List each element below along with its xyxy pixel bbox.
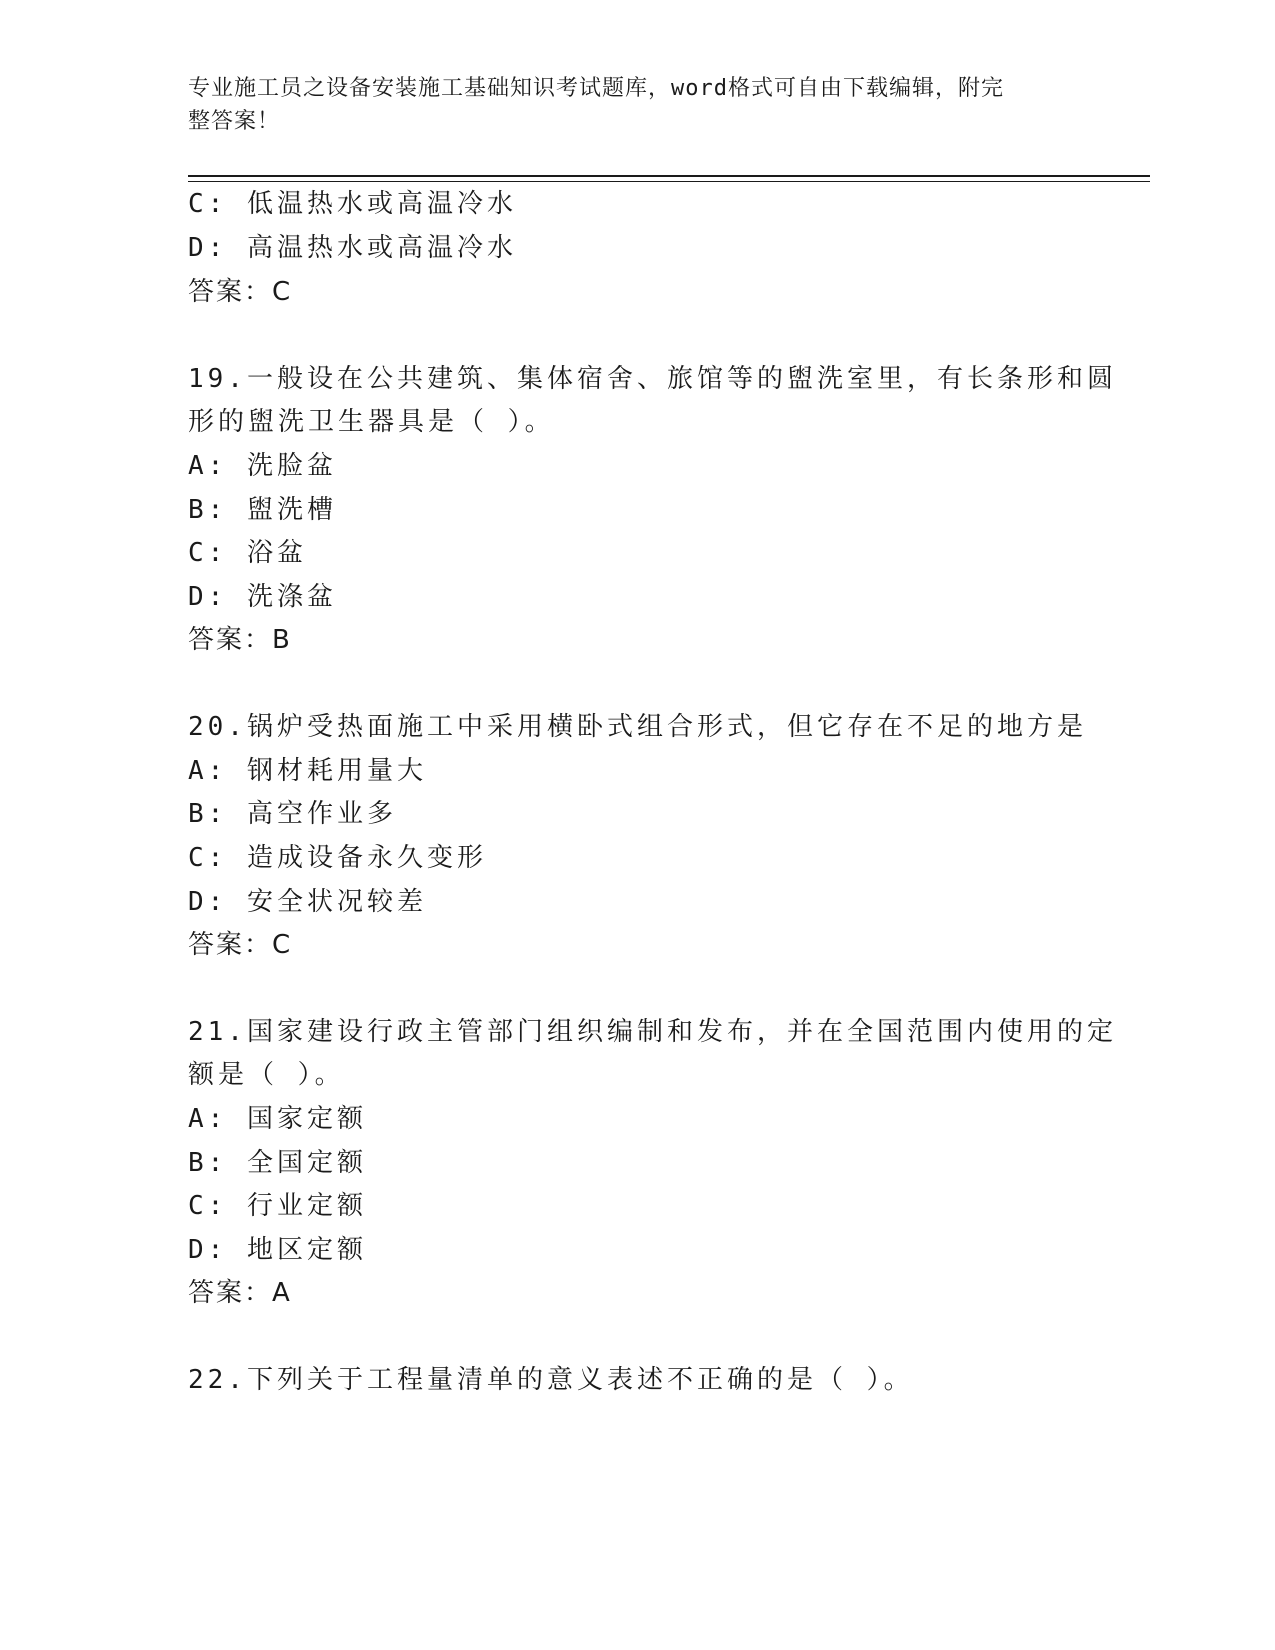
q21-stem-line1: 21.国家建设行政主管部门组织编制和发布，并在全国范围内使用的定 xyxy=(188,1017,1117,1047)
q21-option-d: D: 地区定额 xyxy=(188,1235,367,1265)
q21-option-b: B: 全国定额 xyxy=(188,1148,367,1178)
header-rule-thick xyxy=(188,175,1150,177)
q19-option-a: A: 洗脸盆 xyxy=(188,451,337,481)
header-title-line2: 整答案！ xyxy=(188,109,281,134)
q21-option-c: C: 行业定额 xyxy=(188,1191,367,1221)
q20-answer: 答案：C xyxy=(188,930,293,960)
q18-answer: 答案：C xyxy=(188,277,293,307)
q20-option-d: D: 安全状况较差 xyxy=(188,887,427,917)
q19-stem-line1: 19.一般设在公共建筑、集体宿舍、旅馆等的盥洗室里，有长条形和圆 xyxy=(188,364,1117,394)
q19-answer: 答案：B xyxy=(188,625,292,655)
q20-option-c: C: 造成设备永久变形 xyxy=(188,843,487,873)
q20-option-b: B: 高空作业多 xyxy=(188,799,397,829)
q21-stem-line2: 额是（ ）。 xyxy=(188,1060,345,1090)
q21-option-a: A: 国家定额 xyxy=(188,1104,367,1134)
q18-option-d: D: 高温热水或高温冷水 xyxy=(188,233,517,263)
q20-stem-line1: 20.锅炉受热面施工中采用横卧式组合形式，但它存在不足的地方是 xyxy=(188,712,1087,742)
document-header xyxy=(188,72,1088,138)
q19-option-b: B: 盥洗槽 xyxy=(188,495,337,525)
q18-option-c: C: 低温热水或高温冷水 xyxy=(188,189,517,219)
q22-stem-line1: 22.下列关于工程量清单的意义表述不正确的是（ ）。 xyxy=(188,1365,914,1395)
q19-option-c: C: 浴盆 xyxy=(188,538,307,568)
q21-answer: 答案：A xyxy=(188,1278,292,1308)
q19-option-d: D: 洗涤盆 xyxy=(188,582,337,612)
header-title-line1: 专业施工员之设备安装施工基础知识考试题库，word格式可自由下载编辑，附完 xyxy=(188,76,1004,101)
q20-option-a: A: 钢材耗用量大 xyxy=(188,756,427,786)
header-rule-thin xyxy=(188,181,1150,182)
q19-stem-line2: 形的盥洗卫生器具是（ ）。 xyxy=(188,407,555,437)
